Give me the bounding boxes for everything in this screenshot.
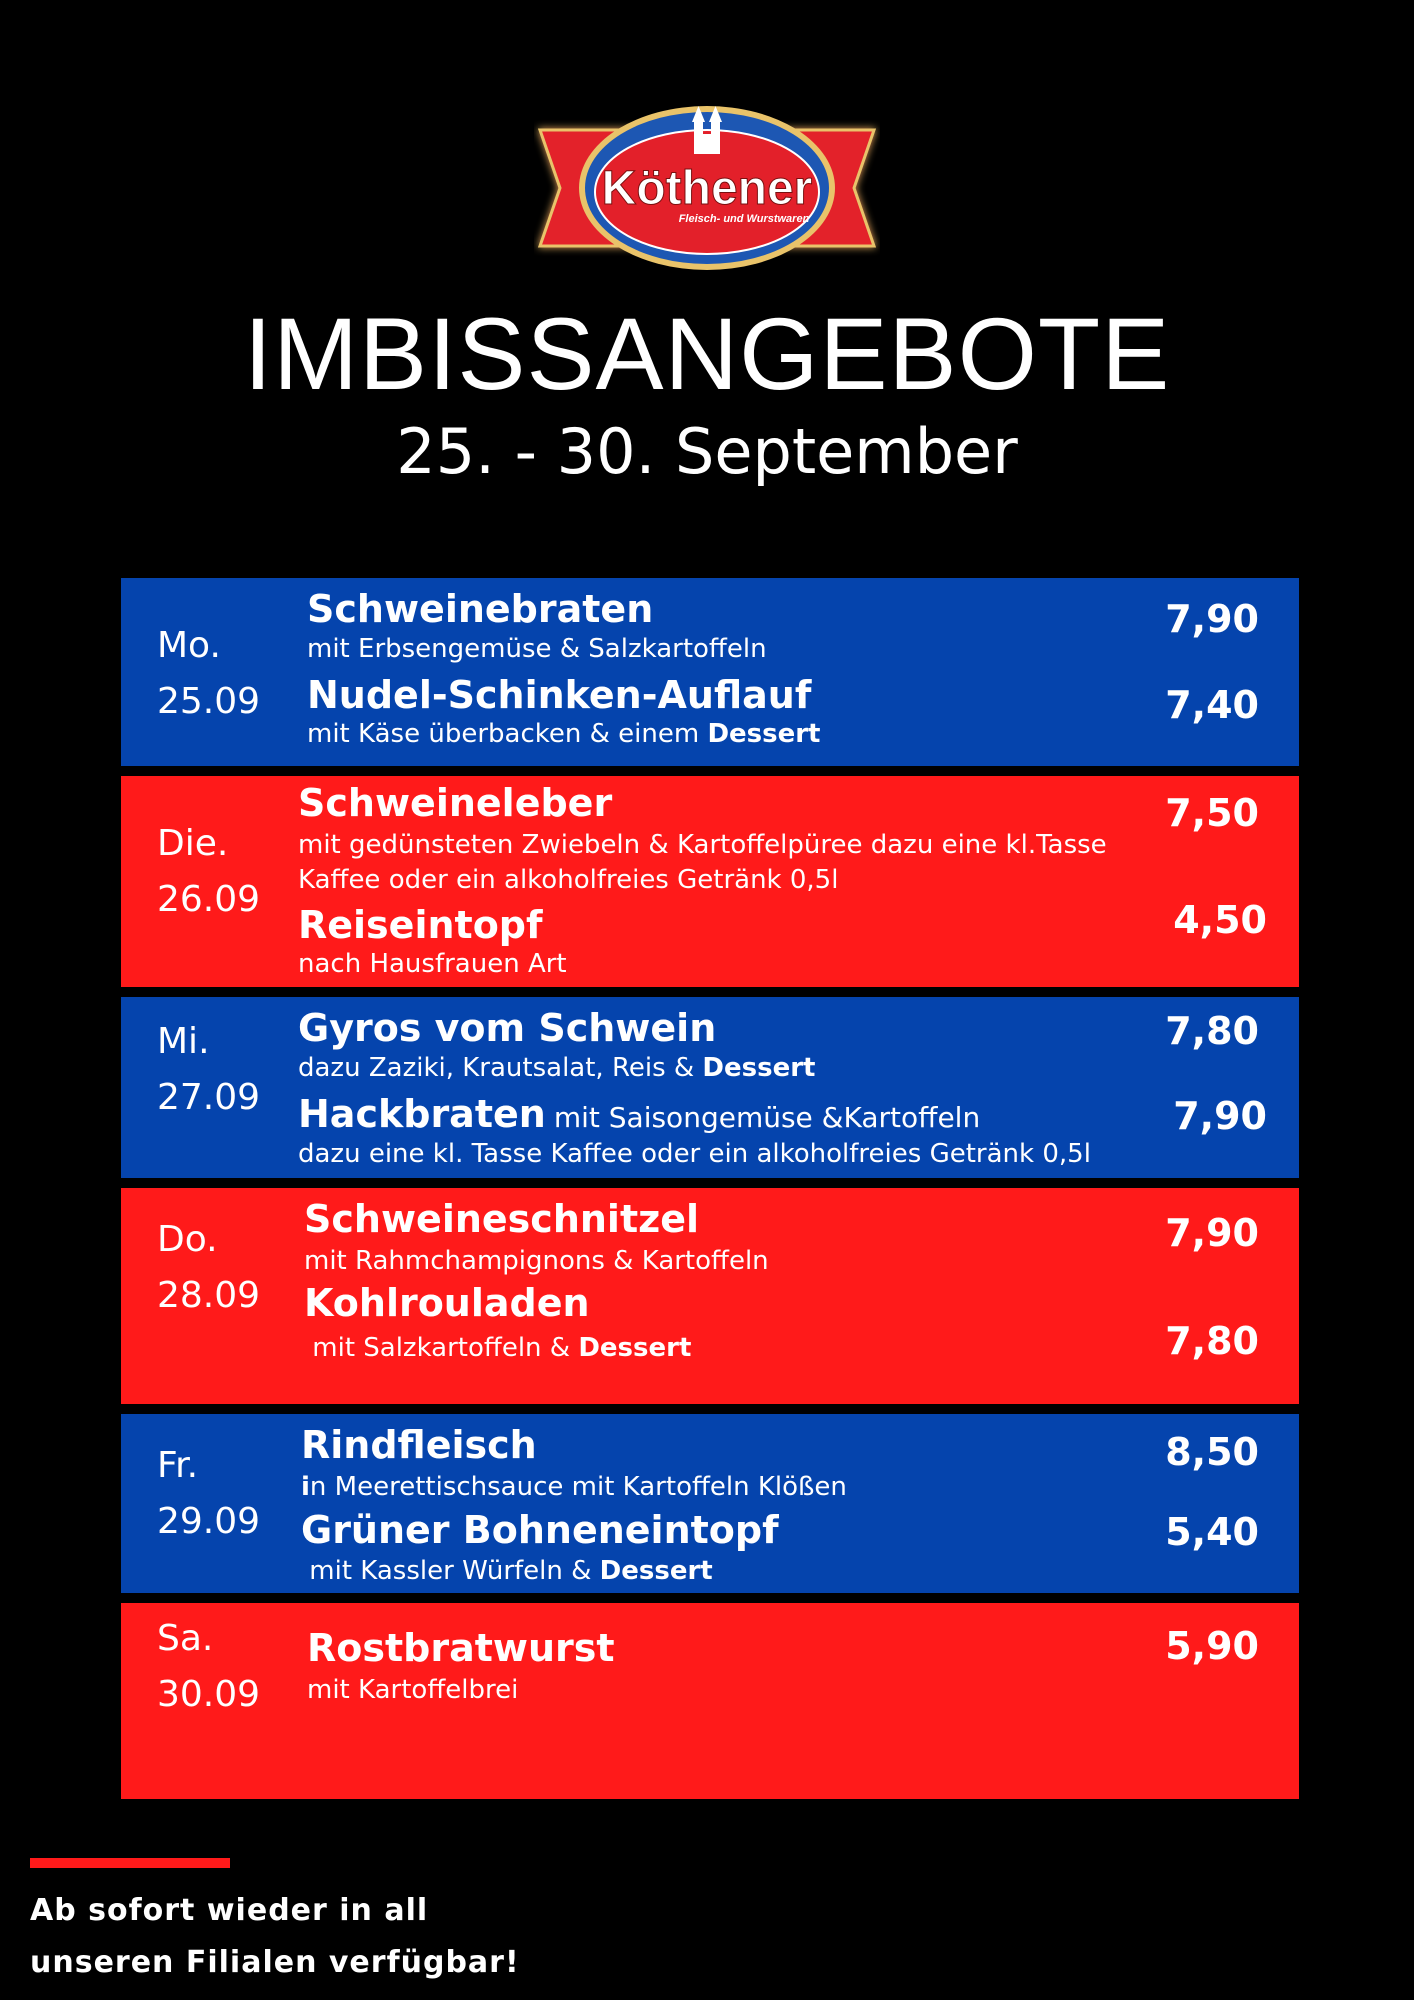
day-name: Mo. [157,625,221,666]
dish-price: 7,80 [1165,1009,1259,1053]
dish-name: Rostbratwurst [307,1626,615,1670]
dish-desc: mit Erbsengemüse & Salzkartoffeln [307,634,767,664]
dish-desc-continued: Kaffee oder ein alkoholfreies Getränk 0,5l [298,865,839,895]
dish-name: Rindfleisch [301,1423,537,1467]
day-block-monday [121,578,1299,766]
dish-name: Gyros vom Schwein [298,1006,717,1050]
dish-name: Kohlrouladen [304,1281,590,1325]
footer-line: unseren Filialen verfügbar! [30,1945,520,1980]
day-date: 29.09 [157,1501,261,1542]
day-date: 27.09 [157,1077,261,1118]
day-block-saturday [121,1603,1299,1799]
brand-tagline: Fleisch- und Wurstwaren [678,213,810,225]
brand-name: Köthener [601,162,813,215]
dish-name: Nudel-Schinken-Auflauf [307,673,812,717]
day-block-thursday [121,1188,1299,1404]
day-block-tuesday [121,776,1299,987]
dish-price: 7,40 [1165,683,1259,727]
dish-price: 8,50 [1165,1430,1259,1474]
dish-desc: mit Kartoffelbrei [307,1675,519,1705]
day-block-wednesday [121,997,1299,1178]
dish-price: 4,50 [1173,898,1267,942]
footer-line: Ab sofort wieder in all [30,1893,429,1928]
dish-price: 5,90 [1165,1624,1259,1668]
day-name: Die. [157,823,229,864]
date-range: 25. - 30. September [396,415,1018,488]
dish-desc: dazu Zaziki, Krautsalat, Reis & Dessert [298,1053,816,1083]
dish-name: Schweinebraten [307,587,654,631]
day-name: Mi. [157,1021,210,1062]
dish-price: 5,40 [1165,1510,1259,1554]
day-date: 30.09 [157,1674,261,1715]
day-name: Sa. [157,1618,214,1659]
dish-price: 7,80 [1165,1319,1259,1363]
dish-name: Grüner Bohneneintopf [301,1508,779,1552]
dish-name: Reiseintopf [298,903,543,947]
dish-price: 7,90 [1165,597,1259,641]
page-title: IMBISSANGEBOTE [243,297,1171,411]
dish-desc: mit gedünsteten Zwiebeln & Kartoffelpüree dazu eine kl.Tasse [298,830,1107,860]
dish-desc: mit Käse überbacken & einem Dessert [307,719,821,749]
dish-price: 7,50 [1165,791,1259,835]
day-date: 25.09 [157,681,261,722]
day-date: 26.09 [157,879,261,920]
dish-name: Schweineschnitzel [304,1197,700,1241]
dish-desc: mit Salzkartoffeln & Dessert [304,1333,692,1363]
dish-desc: dazu eine kl. Tasse Kaffee oder ein alkoholfreies Getränk 0,5l [298,1139,1091,1169]
dish-desc: mit Kassler Würfeln & Dessert [301,1556,713,1586]
dish-name: Hackbraten mit Saisongemüse &Kartoffeln [298,1092,981,1136]
day-block-friday [121,1414,1299,1593]
footer-accent-bar [30,1858,230,1868]
dish-price: 7,90 [1173,1094,1267,1138]
dish-desc: nach Hausfrauen Art [298,949,567,979]
day-name: Do. [157,1219,218,1260]
dish-desc: mit Rahmchampignons & Kartoffeln [304,1246,769,1276]
dish-desc: in Meerettischsauce mit Kartoffeln Klößen [301,1472,847,1502]
dish-price: 7,90 [1165,1211,1259,1255]
footer-note [30,1885,520,1989]
brand-logo [534,100,880,275]
day-name: Fr. [157,1445,199,1486]
dish-name: Schweineleber [298,781,613,825]
day-date: 28.09 [157,1275,261,1316]
